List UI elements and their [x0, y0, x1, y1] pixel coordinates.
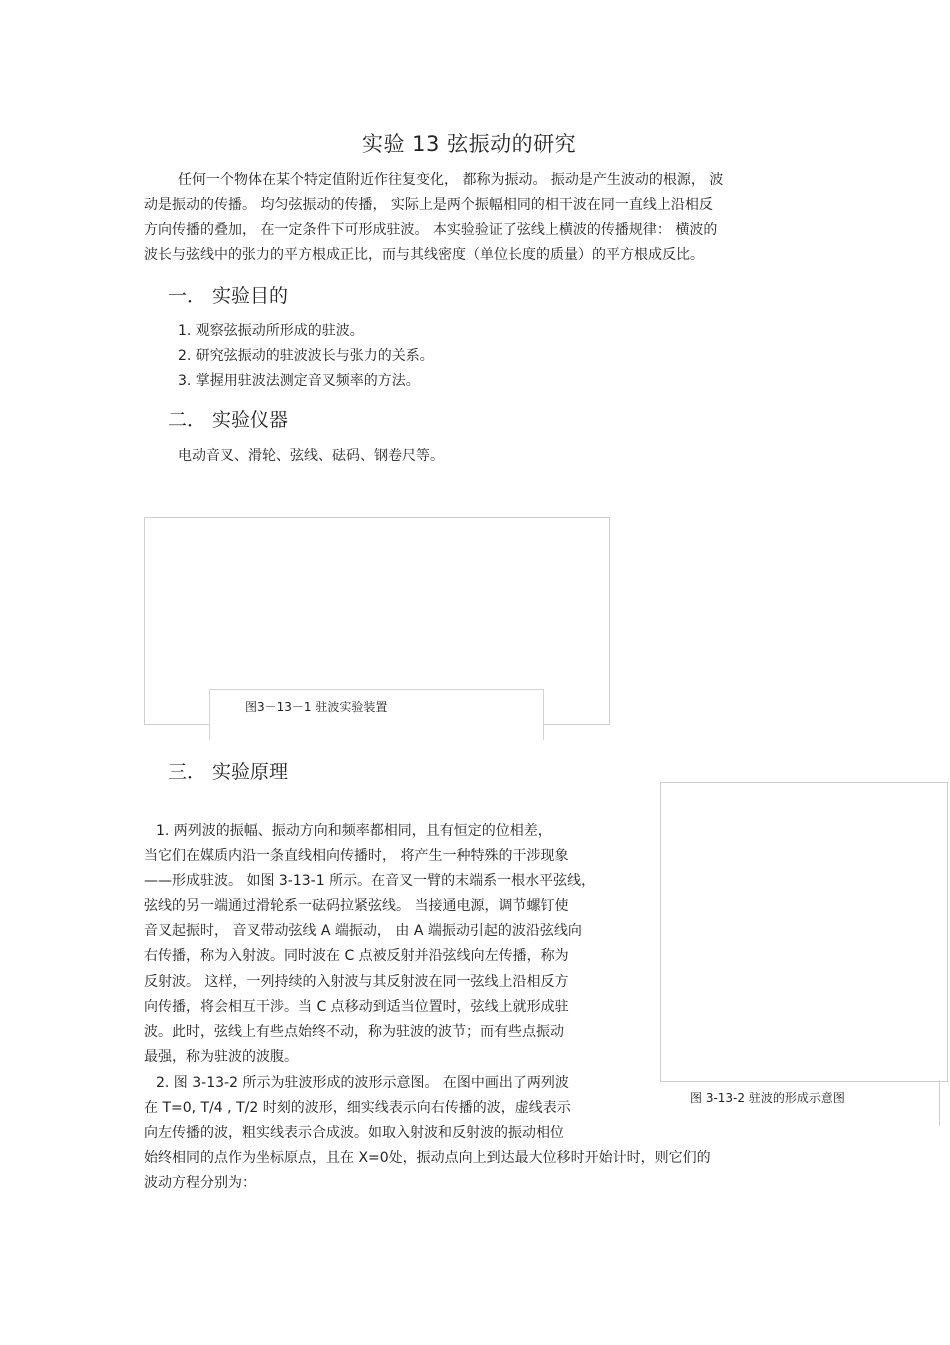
purpose-item-2: 2. 研究弦振动的驻波波长与张力的关系。 [178, 348, 434, 364]
figure-2-caption: 图 3-13-2 驻波的形成示意图 [690, 1091, 845, 1105]
intro-line-3: 方向传播的叠加， 在一定条件下可形成驻波。 本实验验证了弦线上横波的传播规律： 横波的 [144, 222, 718, 238]
principle-line-5: 音叉起振时， 音叉带动弦线 A 端振动， 由 A 端振动引起的波沿弦线向 [144, 923, 582, 939]
principle-line-1: 1. 两列波的振幅、振动方向和频率都相同，且有恒定的位相差， [156, 823, 552, 839]
section-heading-principle: 三． 实验原理 [168, 761, 289, 783]
principle-line-9: 波。此时，弦线上有些点始终不动，称为驻波的波节；而有些点振动 [144, 1024, 564, 1040]
intro-line-1: 任何一个物体在某个特定值附近作往复变化， 都称为振动。 振动是产生波动的根源， 波 [178, 172, 724, 188]
intro-line-2: 动是振动的传播。 均匀弦振动的传播， 实际上是两个振幅相同的相干波在同一直线上沿相反 [144, 197, 713, 213]
purpose-item-3: 3. 掌握用驻波法测定音叉频率的方法。 [178, 373, 420, 389]
principle-line-10: 最强，称为驻波的波腹。 [144, 1049, 298, 1065]
principle-line-2: 当它们在媒质内沿一条直线相向传播时， 将产生一种特殊的干涉现象 [144, 848, 569, 864]
principle-line-8: 向传播，将会相互干涉。当 C 点移动到适当位置时，弦线上就形成驻 [144, 999, 569, 1015]
principle-line-15: 波动方程分别为： [144, 1175, 256, 1191]
figure-2-image-area [660, 782, 948, 1082]
principle-line-4: 弦线的另一端通过滑轮系一砝码拉紧弦线。 当接通电源，调节螺钉使 [144, 898, 569, 914]
figure-2-frame-edge [939, 1080, 940, 1126]
principle-line-14: 始终相同的点作为坐标原点，且在 X=0处，振动点向上到达最大位移时开始计时，则它们的 [144, 1150, 711, 1166]
page-title: 实验 13 弦振动的研究 [362, 132, 577, 156]
principle-line-13: 向左传播的波，粗实线表示合成波。如取入射波和反射波的振动相位 [144, 1125, 564, 1141]
principle-line-3: ——形成驻波。 如图 3-13-1 所示。在音叉一臂的末端系一根水平弦线， [144, 873, 596, 889]
principle-line-7: 反射波。 这样，一列持续的入射波与其反射波在同一弦线上沿相反方 [144, 974, 569, 990]
section-heading-apparatus: 二． 实验仪器 [168, 409, 289, 431]
purpose-item-1: 1. 观察弦振动所形成的驻波。 [178, 323, 364, 339]
principle-line-12: 在 T=0, T/4 , T/2 时刻的波形，细实线表示向右传播的波，虚线表示 [144, 1100, 571, 1116]
figure-1-caption: 图3－13－1 驻波实验装置 [245, 700, 388, 714]
section-heading-purpose: 一． 实验目的 [168, 285, 289, 307]
principle-line-6: 右传播，称为入射波。同时波在 C 点被反射并沿弦线向左传播，称为 [144, 948, 569, 964]
principle-line-11: 2. 图 3-13-2 所示为驻波形成的波形示意图。 在图中画出了两列波 [156, 1075, 569, 1091]
apparatus-text: 电动音叉、滑轮、弦线、砝码、钢卷尺等。 [178, 448, 444, 464]
intro-line-4: 波长与弦线中的张力的平方根成正比，而与其线密度（单位长度的质量）的平方根成反比。 [144, 247, 704, 263]
